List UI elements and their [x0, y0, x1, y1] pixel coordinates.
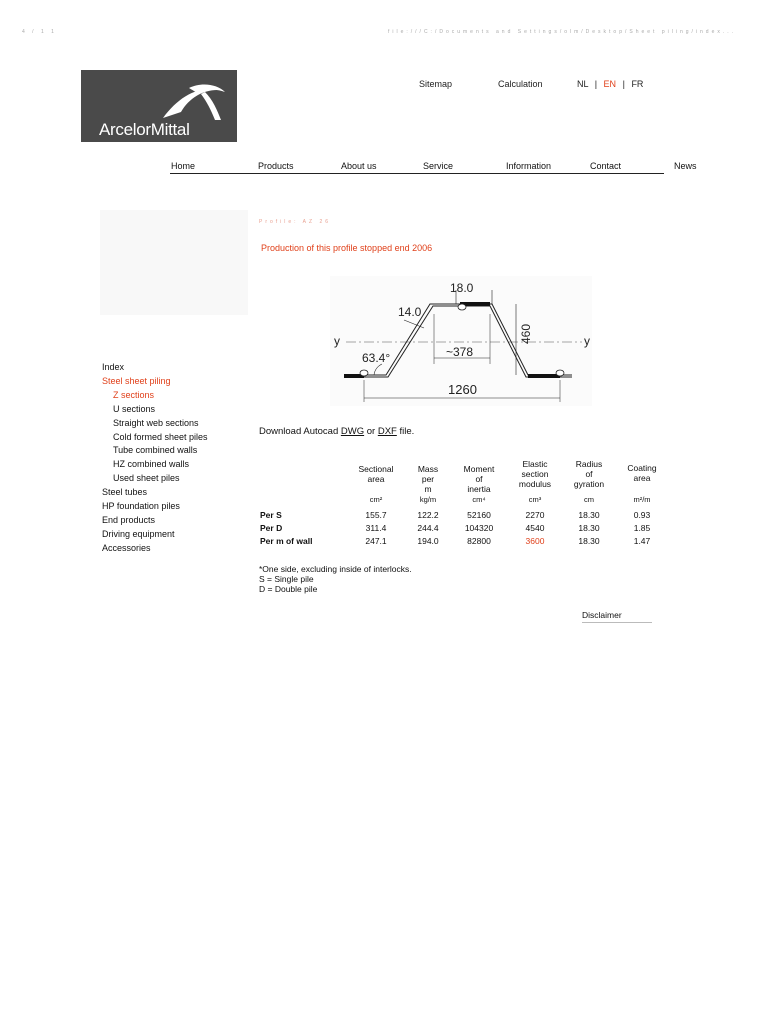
- production-notice: Production of this profile stopped end 2006: [261, 243, 433, 253]
- file-path: file:///C:/Documents and Settings/olm/Desktop/Sheet piling/index...: [388, 29, 737, 35]
- lang-nl-link[interactable]: NL: [577, 79, 589, 89]
- sidebar-image-placeholder: [100, 210, 248, 315]
- profile-label: Profile: AZ 26: [259, 219, 332, 225]
- table-row-label: Per D: [260, 523, 283, 533]
- calculation-link[interactable]: Calculation: [498, 79, 543, 89]
- download-prefix: Download Autocad: [259, 426, 341, 437]
- arcelormittal-logo[interactable]: [81, 70, 237, 142]
- sidebar-item[interactable]: Tube combined walls: [113, 445, 198, 456]
- table-cell: 194.0: [417, 536, 439, 546]
- table-cell: 18.30: [578, 536, 600, 546]
- table-cell: 82800: [467, 536, 491, 546]
- table-cell: 2270: [525, 510, 545, 520]
- table-unit: cm³: [528, 495, 542, 504]
- table-cell: 122.2: [417, 510, 439, 520]
- table-unit: cm⁴: [472, 495, 486, 504]
- nav-news[interactable]: News: [674, 161, 697, 171]
- download-or: or: [364, 426, 378, 437]
- table-cell: 1.85: [633, 523, 651, 533]
- dim-angle-label: 63.4°: [362, 351, 391, 365]
- logo-swoosh-icon: [159, 82, 231, 122]
- sidebar-item[interactable]: Straight web sections: [113, 417, 199, 428]
- table-cell: 0.93: [633, 510, 651, 520]
- language-switcher: [577, 79, 643, 89]
- table-cell: 244.4: [417, 523, 439, 533]
- nav-service[interactable]: Service: [423, 161, 454, 171]
- sitemap-link[interactable]: Sitemap: [419, 79, 453, 89]
- table-header: Sectional area: [358, 464, 394, 484]
- nav-about-us[interactable]: About us: [341, 161, 377, 171]
- sidebar-item[interactable]: Z sections: [113, 389, 155, 400]
- dxf-link[interactable]: DXF: [377, 426, 397, 437]
- page-counter: 4 / 1 1: [22, 29, 57, 35]
- dim-inner-width-label: ~378: [446, 345, 474, 359]
- sidebar-item[interactable]: End products: [102, 514, 156, 525]
- nav-divider: [170, 173, 664, 174]
- table-row-label: Per S: [260, 510, 282, 520]
- sidebar-item[interactable]: Driving equipment: [102, 528, 175, 539]
- dim-height-label: 460: [519, 323, 533, 344]
- note-one-side: *One side, excluding inside of interlocks.: [259, 564, 412, 574]
- table-header: Radius of gyration: [573, 459, 605, 489]
- download-line: [259, 426, 414, 437]
- lang-fr-link[interactable]: FR: [631, 79, 644, 89]
- nav-contact[interactable]: Contact: [590, 161, 622, 171]
- sidebar-item[interactable]: U sections: [113, 403, 156, 414]
- table-cell: 155.7: [365, 510, 387, 520]
- lang-en-link[interactable]: EN: [603, 79, 617, 89]
- table-header: Moment of inertia: [463, 464, 495, 494]
- note-single-pile: S = Single pile: [259, 574, 314, 584]
- download-suffix: file.: [396, 426, 415, 437]
- sidebar-item[interactable]: Steel tubes: [102, 487, 148, 498]
- table-cell: 52160: [467, 510, 491, 520]
- sidebar-item[interactable]: Steel sheet piling: [102, 375, 171, 386]
- table-cell: 18.30: [578, 523, 600, 533]
- dwg-link[interactable]: DWG: [340, 426, 365, 437]
- table-header: Coating area: [627, 463, 657, 483]
- table-cell: 247.1: [365, 536, 387, 546]
- sidebar-item[interactable]: Used sheet piles: [113, 473, 180, 484]
- table-header: Mass per m: [417, 464, 439, 494]
- lang-separator: |: [594, 79, 598, 89]
- table-cell: 104320: [464, 523, 494, 533]
- table-notes: [259, 564, 412, 594]
- table-cell: 18.30: [578, 510, 600, 520]
- profile-drawing: [330, 276, 592, 406]
- table-cell: 311.4: [365, 523, 387, 533]
- table-cell: 4540: [525, 523, 545, 533]
- note-double-pile: D = Double pile: [259, 584, 318, 594]
- dim-total-label: 1260: [448, 382, 477, 397]
- table-cell: 3600: [525, 536, 545, 546]
- table-header: Elastic section modulus: [518, 459, 552, 489]
- sidebar-item[interactable]: Accessories: [102, 542, 151, 553]
- dim-flange-label: 18.0: [450, 281, 474, 295]
- table-unit: kg/m: [419, 495, 437, 504]
- nav-products[interactable]: Products: [258, 161, 294, 171]
- table-unit: cm: [584, 495, 594, 504]
- dim-web-label: 14.0: [398, 305, 422, 319]
- nav-information[interactable]: Information: [506, 161, 552, 171]
- table-unit: cm²: [369, 495, 383, 504]
- sidebar-item[interactable]: Index: [102, 362, 125, 372]
- axis-y-right-label: y: [584, 334, 590, 348]
- table-unit: m²/m: [633, 495, 651, 504]
- table-row-label: Per m of wall: [260, 536, 313, 546]
- sidebar-item[interactable]: Cold formed sheet piles: [113, 431, 208, 442]
- axis-y-left-label: y: [334, 334, 340, 348]
- sidebar-item[interactable]: HZ combined walls: [113, 459, 190, 470]
- lang-separator: |: [622, 79, 625, 89]
- disclaimer-link[interactable]: Disclaimer: [582, 610, 652, 623]
- table-cell: 1.47: [633, 536, 651, 546]
- sidebar-item[interactable]: HP foundation piles: [102, 501, 180, 511]
- logo-wordmark: ArcelorMittal: [99, 120, 190, 139]
- nav-home[interactable]: Home: [171, 161, 196, 171]
